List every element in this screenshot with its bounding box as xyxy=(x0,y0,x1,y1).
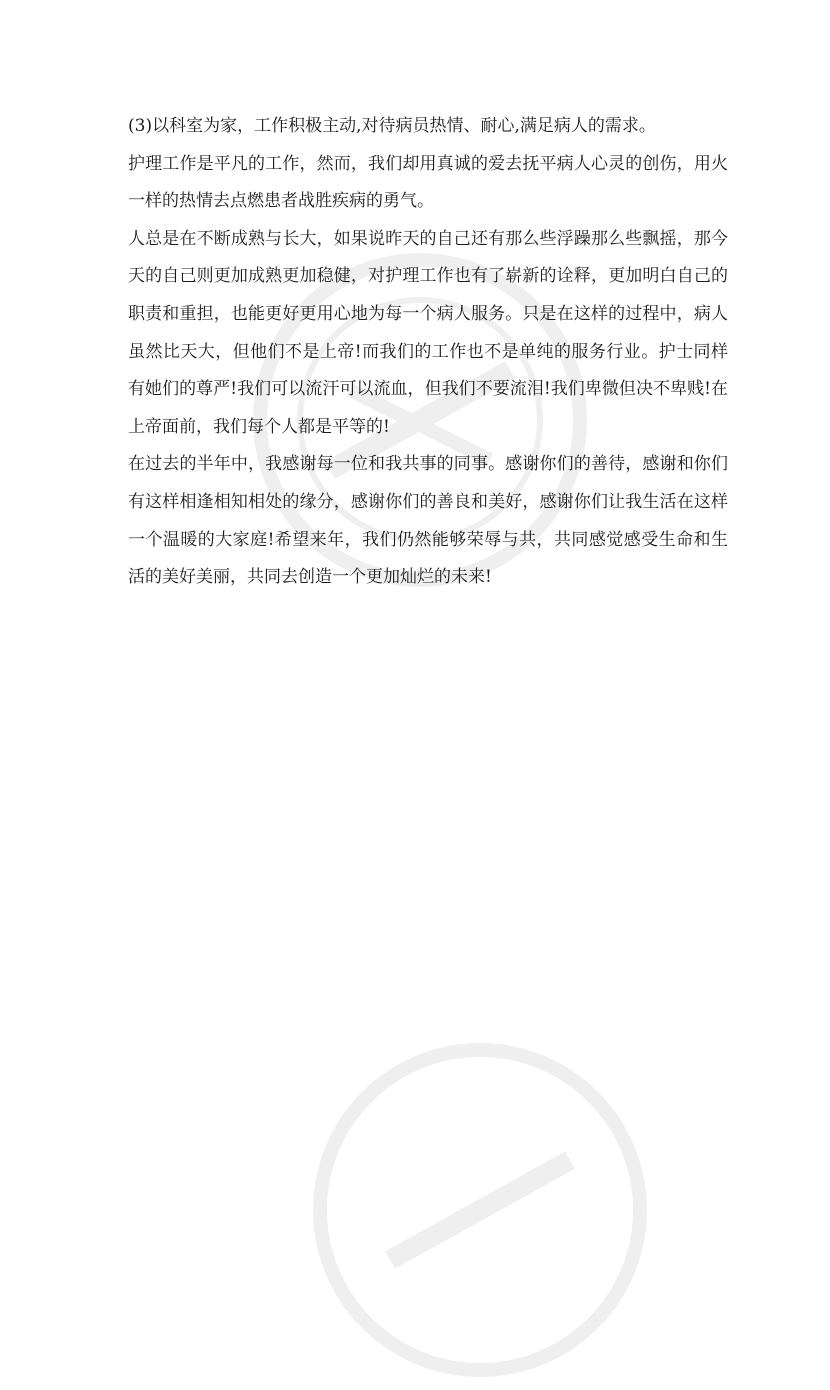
paragraph: (3)以科室为家，工作积极主动,对待病员热情、耐心,满足病人的需求。 xyxy=(128,116,656,136)
document-body xyxy=(128,108,728,597)
paragraph: 护理工作是平凡的工作，然而，我们却用真诚的爱去抚平病人心灵的创伤，用火一样的热情去点燃患者战胜疾病的勇气。 xyxy=(128,153,728,212)
watermark-stamp-icon xyxy=(300,1030,660,1390)
paragraph: 在过去的半年中，我感谢每一位和我共事的同事。感谢你们的善待，感谢和你们有这样相逢相知相处的缘分，感谢你们的善良和美好，感谢你们让我生活在这样一个温暖的大家庭!希望来年，我们仍然能够荣辱与共，共同感觉感受生命和生活的美好美丽，共同去创造一个更加灿烂的未来! xyxy=(128,454,728,588)
paragraph: 人总是在不断成熟与长大，如果说昨天的自己还有那么些浮躁那么些飘摇，那今天的自己则更加成熟更加稳健，对护理工作也有了崭新的诠释，更加明白自己的职责和重担，也能更好更用心地为每一个病人服务。只是在这样的过程中，病人虽然比天大，但他们不是上帝!而我们的工作也不是单纯的服务行业。护士同样有她们的尊严!我们可以流汗可以流血，但我们不要流泪!我们卑微但决不卑贱!在上帝面前，我们每个人都是平等的! xyxy=(128,228,728,437)
